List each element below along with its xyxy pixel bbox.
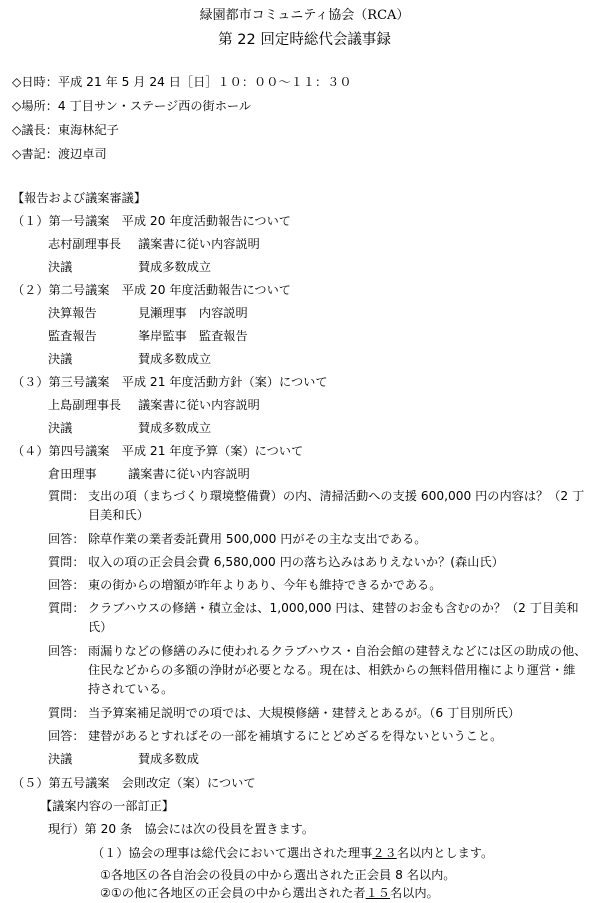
agenda-item-4-vote-label: 決議 [48, 752, 73, 766]
agenda-item-2-title: （２）第二号議案 平成 20 年度活動報告について [12, 283, 291, 297]
question-2-label: 質問： [48, 555, 85, 569]
agenda-item-1-vote-result: 賛成多数成立 [138, 260, 212, 274]
agenda-item-3-title: （３）第三号議案 平成 21 年度活動方針（案）について [12, 375, 328, 389]
document-title: 第 22 回定時総代会議事録 [218, 32, 391, 48]
answer-1-text: 除草作業の業者委託費用 500,000 円がその主な支出である。 [88, 532, 427, 546]
agenda-item-1-vote-label: 決議 [48, 260, 73, 274]
agenda-item-4-title: （４）第四号議案 平成 21 年度予算（案）について [12, 444, 304, 458]
question-2-text: 収入の項の正会員会費 6,580,000 円の落ち込みはありえないか？(森山氏） [88, 555, 504, 569]
answer-2-text: 東の街からの増額が昨年よりあり、今年も維持できるかである。 [88, 578, 442, 592]
question-3-line-1: クラブハウスの修繕・積立金は、1,000,000 円は、建替のお金も含むのか？（2 丁目美和 [88, 601, 579, 615]
answer-3-line-2: 住民などからの多額の浄財が必要となる。現在は、相鉄からの無料借用権により運営・維 [88, 663, 576, 677]
agenda-item-2-report2-label: 監査報告 [48, 329, 97, 343]
meeting-secretary: ◇書記：渡辺卓司 [12, 147, 107, 161]
agenda-item-3-vote-result: 賛成多数成立 [138, 421, 212, 435]
agenda-item-2-report2-text: 峯岸監事 監査報告 [138, 329, 248, 343]
clause-1-subitem-2-before: ②①の他に各地区の正会員の中から選出された者 [100, 886, 366, 900]
clause-1-subitem-2-number: １５ [365, 886, 390, 900]
clause-1 [92, 845, 493, 861]
clause-1-subitem-1: ①各地区の各自治会の役員の中から選出された正会員 8 名以内。 [100, 868, 456, 882]
question-1-line-2: 目美和氏） [88, 508, 149, 522]
question-4-text: 当予算案補足説明での項では、大規模修繕・建替えとあるが。（6 丁目別所氏） [88, 706, 521, 720]
answer-3-label: 回答： [48, 644, 85, 658]
agenda-item-4-explanation: 議案書に従い内容説明 [128, 467, 250, 481]
agenda-item-2-vote-label: 決議 [48, 352, 73, 366]
agenda-item-4-explainer: 倉田理事 [48, 467, 97, 481]
question-3-label: 質問： [48, 601, 85, 615]
agenda-item-2-report1-label: 決算報告 [48, 306, 97, 320]
agenda-item-5-subsection: 【議案内容の一部訂正】 [40, 799, 175, 813]
agenda-item-4-vote-result: 賛成多数成 [138, 752, 199, 766]
clause-1-number: ２３ [372, 846, 397, 860]
agenda-item-1-title: （１）第一号議案 平成 20 年度活動報告について [12, 214, 291, 228]
meeting-chair: ◇議長：東海林紀子 [12, 123, 119, 137]
meeting-date: ◇日時：平成 21 年 5 月 24 日［日］１０：００～１１：３０ [12, 75, 352, 89]
clause-1-subitem-2 [100, 885, 439, 901]
agenda-item-3-vote-label: 決議 [48, 421, 73, 435]
agenda-item-3-explanation: 議案書に従い内容説明 [138, 398, 260, 412]
answer-3-line-3: 持されている。 [88, 682, 174, 696]
clause-1-text-after: 名以内とします。 [396, 846, 494, 860]
answer-2-label: 回答： [48, 578, 85, 592]
meeting-place: ◇場所：4 丁目サン・ステージ西の街ホール [12, 99, 252, 113]
question-3-line-2: 氏） [88, 620, 113, 634]
answer-4-text: 建替があるとすればその一部を補填するにとどめざるを得ないということ。 [88, 729, 503, 743]
clause-1-subitem-2-after: 名以内。 [389, 886, 439, 900]
agenda-item-2-vote-result: 賛成多数成立 [138, 352, 212, 366]
answer-3-line-1: 雨漏りなどの修繕のみに使われるクラブハウス・自治会館の建替えなどには区の助成の他、 [88, 644, 587, 658]
current-rule-article: 現行）第 20 条 協会には次の役員を置きます。 [48, 822, 315, 836]
agenda-item-1-explainer: 志村副理事長 [48, 237, 122, 251]
question-1-label: 質問： [48, 489, 85, 503]
answer-4-label: 回答： [48, 729, 85, 743]
agenda-item-3-explainer: 上島副理事長 [48, 398, 122, 412]
question-1-line-1: 支出の項（まちづくり環境整備費）の内、清掃活動への支援 600,000 円の内容は？（2 丁 [88, 489, 585, 503]
agenda-item-1-explanation: 議案書に従い内容説明 [138, 237, 260, 251]
clause-1-text-before: （１）協会の理事は総代会において選出された理事 [92, 846, 373, 860]
section-title: 【報告および議案審議】 [12, 191, 147, 205]
question-4-label: 質問： [48, 706, 85, 720]
organization-name: 緑園都市コミュニティ協会（RCA） [199, 8, 410, 23]
agenda-item-5-title: （５）第五号議案 会則改定（案）について [12, 776, 256, 790]
agenda-item-2-report1-text: 見瀬理事 内容説明 [138, 306, 248, 320]
answer-1-label: 回答： [48, 532, 85, 546]
